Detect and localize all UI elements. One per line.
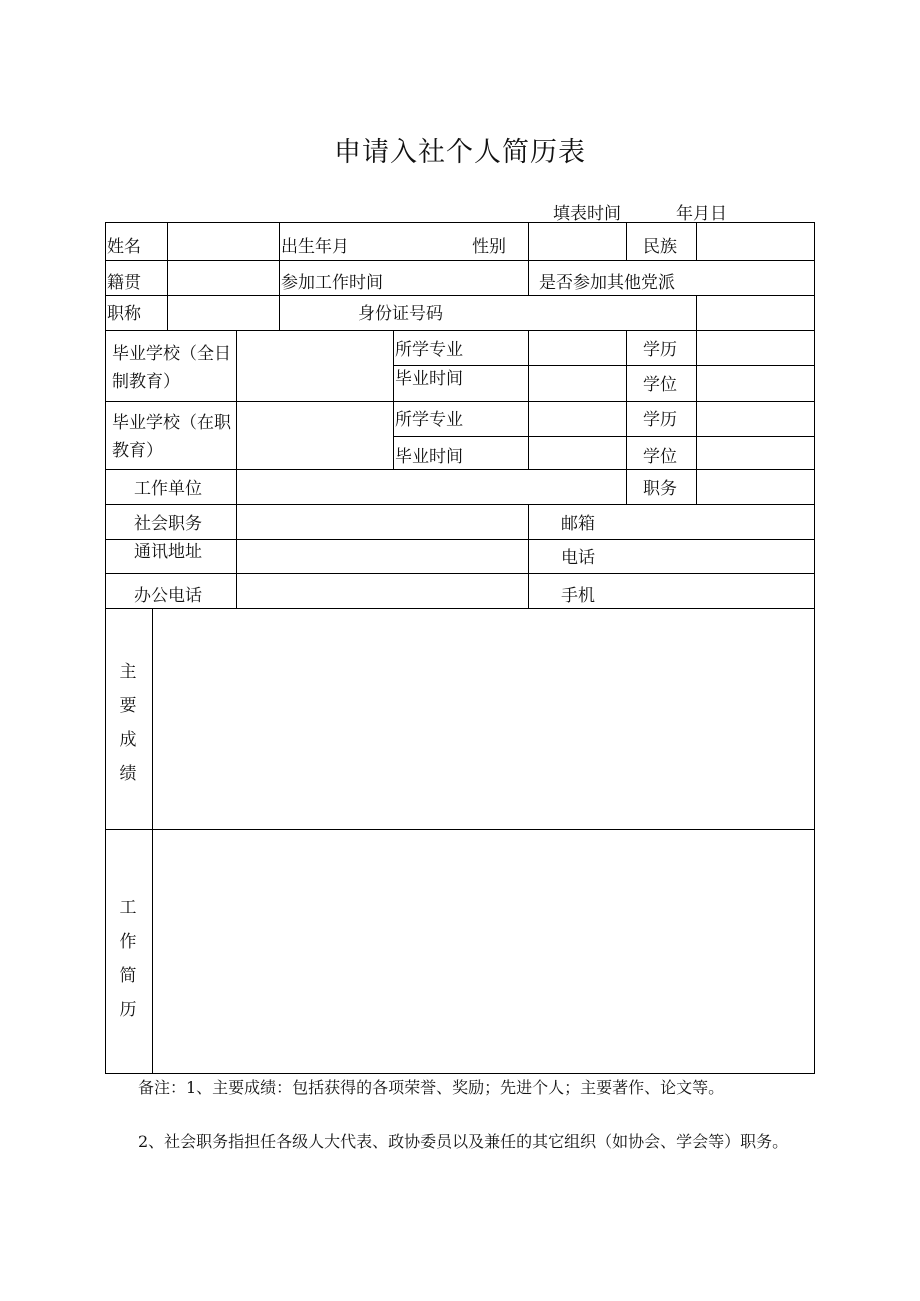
fill-date-value: 年月日 bbox=[676, 204, 727, 224]
label-degree-inservice: 学位 bbox=[643, 447, 677, 467]
label-ethnicity: 民族 bbox=[643, 237, 677, 257]
label-phone: 电话 bbox=[561, 548, 595, 568]
label-birth: 出生年月 bbox=[281, 237, 349, 257]
note-social-position: 2、社会职务指担任各级人大代表、政协委员以及兼任的其它组织（如协会、学会等）职务。 bbox=[138, 1132, 789, 1151]
label-achievements: 主 要 成 绩 bbox=[119, 662, 137, 784]
label-title: 职称 bbox=[107, 304, 141, 324]
label-education-inservice: 学历 bbox=[643, 410, 677, 430]
note-achievements: 备注：1、主要成绩：包括获得的各项荣誉、奖励；先进个人；主要著作、论文等。 bbox=[138, 1078, 725, 1097]
label-work-start: 参加工作时间 bbox=[281, 273, 383, 293]
label-school-fulltime: 毕业学校（全日制教育） bbox=[112, 344, 231, 392]
fill-date-label: 填表时间 bbox=[553, 204, 621, 224]
label-mobile: 手机 bbox=[561, 586, 595, 606]
label-degree-fulltime: 学位 bbox=[643, 375, 677, 395]
label-social-position: 社会职务 bbox=[134, 514, 202, 534]
label-address: 通讯地址 bbox=[134, 542, 202, 562]
label-major-inservice: 所学专业 bbox=[395, 410, 463, 430]
label-email: 邮箱 bbox=[561, 514, 595, 534]
label-office-phone: 办公电话 bbox=[134, 586, 202, 606]
label-grad-time-fulltime: 毕业时间 bbox=[395, 369, 463, 389]
label-work-resume: 工 作 简 历 bbox=[119, 898, 137, 1020]
label-position: 职务 bbox=[643, 479, 677, 499]
label-name: 姓名 bbox=[107, 237, 141, 257]
label-workplace: 工作单位 bbox=[134, 479, 202, 499]
label-id-number: 身份证号码 bbox=[358, 304, 443, 324]
resume-form-table bbox=[105, 222, 815, 1074]
label-school-inservice: 毕业学校（在职教育） bbox=[112, 413, 231, 461]
label-other-party: 是否参加其他党派 bbox=[539, 273, 675, 293]
page-title: 申请入社个人简历表 bbox=[334, 137, 586, 168]
label-grad-time-inservice: 毕业时间 bbox=[395, 447, 463, 467]
label-gender: 性别 bbox=[472, 237, 506, 257]
label-education-fulltime: 学历 bbox=[643, 340, 677, 360]
label-major-fulltime: 所学专业 bbox=[395, 340, 463, 360]
label-native-place: 籍贯 bbox=[107, 273, 141, 293]
